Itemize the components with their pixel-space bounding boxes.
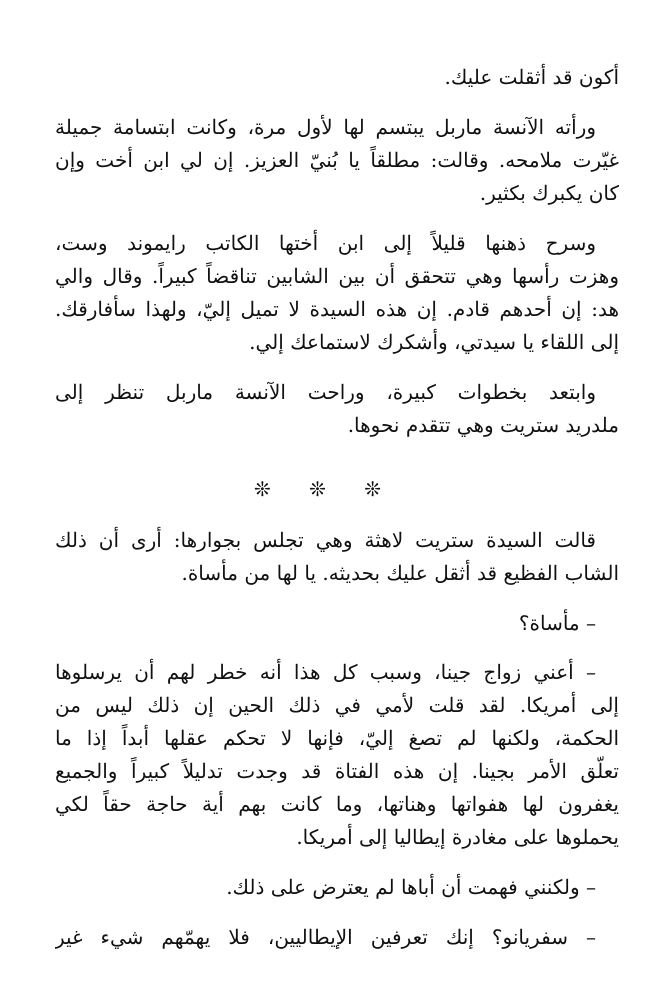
- dialogue-line: – ولكنني فهمت أن أباها لم يعترض على ذلك.: [226, 875, 596, 899]
- text-line: قالت السيدة ستريت لاهثة وهي تجلس بجوارها: أرى أن ذلك: [55, 528, 596, 552]
- text-line: يحملوها على مغادرة إيطاليا إلى أمريكا.: [296, 825, 619, 849]
- text-line: وسرح ذهنها قليلاً إلى ابن أختها الكاتب رايموند وست،: [55, 231, 596, 255]
- text-line: تعلّق الأمر بجينا. إن هذه الفتاة قد وجدت تدليلاً كبيراً والجميع: [55, 759, 619, 783]
- text-line: كان يكبرك بكثير.: [479, 181, 619, 205]
- text-line: إلى اللقاء يا سيدتي، وأشكرك لاستماعك إلي.: [249, 330, 619, 354]
- text-line: وهزت رأسها وهي تتحقق أن بين الشابين تناقضاً كبيراً. وقال والي: [55, 264, 619, 288]
- dialogue-line: – أعني زواج جينا، وسبب كل هذا أنه خطر لهم أن يرسلوها: [55, 660, 596, 684]
- text-line: أكون قد أثقلت عليك.: [444, 65, 619, 89]
- text-line: يغفرون لها هفواتها وهناتها، وما كانت بهم أية حاجة حقاً لكي: [55, 792, 619, 816]
- text-line: وابتعد بخطوات كبيرة، وراحت الآنسة ماربل تنظر إلى: [55, 380, 596, 404]
- text-line: هد: إن أحدهم قادم. إن هذه السيدة لا تميل إليّ، ولهذا سأفارقك.: [55, 297, 619, 321]
- text-line: ورأته الآنسة ماربل يبتسم لها لأول مرة، وكانت ابتسامة جميلة: [55, 115, 596, 139]
- dialogue-line: – مأساة؟: [518, 611, 596, 635]
- text-line: الشاب الفظيع قد أثقل عليك بحديثه. يا لها من مأساة.: [181, 561, 619, 585]
- text-line: ملدريد ستريت وهي تتقدم نحوها.: [347, 413, 619, 437]
- text-line: الحكمة، ولكنها لم تصغ إليّ، فإنها لا تحكم عقلها أبداً إذا ما: [55, 726, 619, 750]
- section-separator: ❊ ❊ ❊: [254, 477, 397, 501]
- text-line: إلى أمريكا. لقد قلت لأمي في ذلك الحين إن ذلك ليس من: [55, 693, 619, 717]
- text-line: غيّرت ملامحه. وقالت: مطلقاً يا بُنيّ العزيز. إن لي ابن أخت وإن: [55, 148, 619, 172]
- dialogue-line: – سفريانو؟ إنك تعرفين الإيطاليين، فلا يهمّهم شيء غير: [55, 925, 596, 949]
